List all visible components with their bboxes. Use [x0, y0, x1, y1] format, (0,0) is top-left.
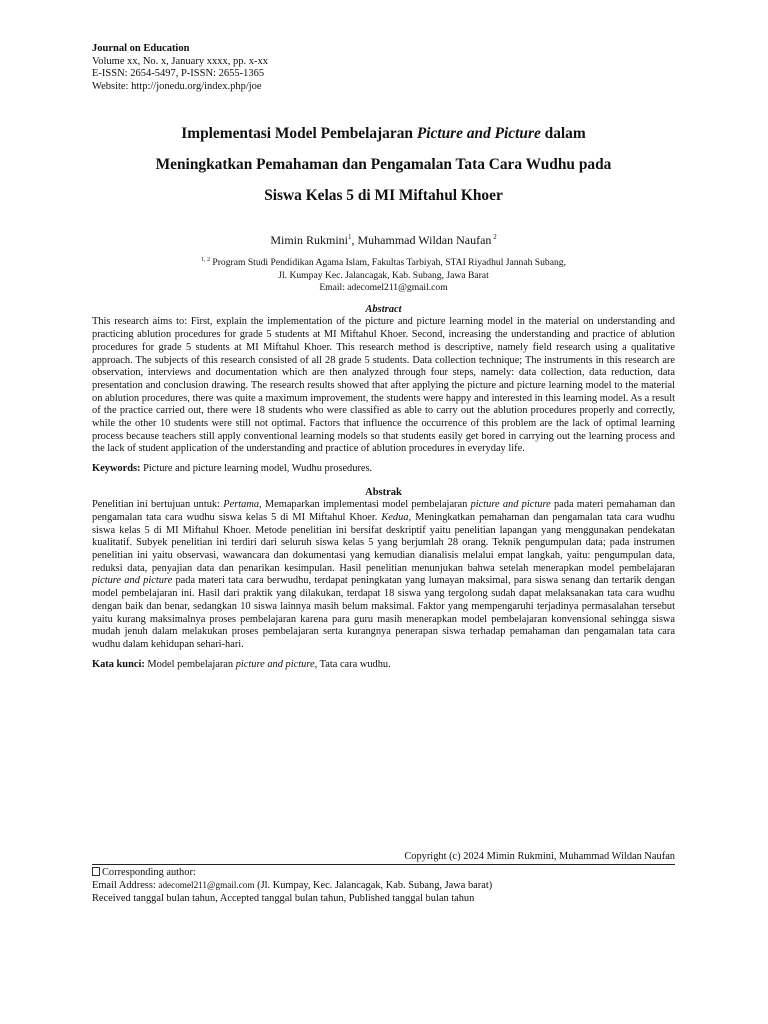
corresponding-address: (Jl. Kumpay, Kec. Jalancagak, Kab. Subang, Jawa barat) — [254, 880, 493, 892]
abstrak-i4: picture and picture — [92, 575, 173, 587]
keywords — [92, 462, 675, 475]
keywords-label: Keywords: — [92, 463, 141, 475]
abstrak-s4: Meningkatkan pemahaman dan pengamalan tata cara wudhu siswa kelas 5 di MI Miftahul Khoer. Metode penelitian ini bersifat deskriptif yaitu penelitian lapangan yang menggunakan pendekatan kualitatif. Subyek penelitian ini terdiri dari seluruh siswa kelas 5 yang berjumlah 28 orang. Teknik pengumpulan data; pada instrumen penelitian ini yaitu observasi, wawancara dan dokumentasi yang kemudian dianalisis melalui empat langkah, yaitu: pengumpulan data, reduksi data, penyajian data dan penarikan kesimpulan. Hasil penelitian menunjukan bahwa setelah menerapkan model pembelajaran — [92, 511, 675, 574]
abstrak-heading: Abstrak — [365, 487, 402, 499]
abstrak-i2: picture and picture — [470, 499, 551, 511]
abstrak-i3: Kedua, — [381, 511, 412, 523]
author-separator: , — [351, 233, 358, 248]
abstrak-text — [92, 499, 675, 651]
abstract-heading: Abstract — [365, 304, 402, 316]
journal-header — [92, 43, 675, 93]
author-1: Mimin Rukmini — [270, 233, 348, 248]
title-part1: Implementasi Model Pembelajaran — [181, 125, 417, 143]
received-dates: Received tanggal bulan tahun, Accepted tanggal bulan tahun, Published tanggal bulan tahun — [92, 893, 475, 905]
affiliation — [92, 254, 675, 294]
abstrak-s5: pada materi tata cara berwudhu, terdapat peningkatan yang lumayan maksimal, para siswa senang dan tertarik dengan model pembelajaran ini. Hasil dari praktik yang dilakukan, terdapat 18 siswa yang tergolong sudah dapat melaksanakan tata cara wudhu dengan baik dan benar, sedangkan 10 siswa lainnya masih belum maksimal. Faktor yang mempengaruhi terjadinya permasalahan tersebut yaitu kurang maksimalnya proses pembelajaran karena para guru masih menerapkan model pembelajaran konvensional sehingga siswa mudah jenuh dalam melakukan proses pembelajaran serta kurangnya penerapan siswa terhadap pemahaman dan pengamalan tata cara wudhu dalam kehidupan sehari-hari. — [92, 575, 675, 650]
affiliation-line1: Program Studi Pendidikan Agama Islam, Fakultas Tarbiyah, STAI Riyadhul Jannah Subang, — [210, 257, 566, 269]
abstrak-s2: Memaparkan implementasi model pembelajaran — [261, 499, 471, 511]
page-content — [92, 43, 675, 671]
abstrak-s3: pada materi pemahaman dan pengamalan tata cara wudhu siswa kelas 5 di MI Miftahul Khoer. — [92, 499, 676, 523]
corresponding-email[interactable]: adecomel211@gmail.com — [158, 880, 255, 891]
affiliation-email[interactable]: Email: adecomel211@gmail.com — [319, 282, 448, 294]
affiliation-line2: Jl. Kumpay Kec. Jalancagak, Kab. Subang, Jawa Barat — [278, 269, 489, 281]
email-label: Email Address: — [92, 880, 159, 892]
footer — [92, 866, 675, 906]
footer-divider — [92, 864, 675, 865]
kata-kunci-s2: Tata cara wudhu. — [317, 658, 391, 670]
corresponding-label: Corresponding author: — [102, 867, 196, 878]
keywords-text: Picture and picture learning model, Wudhu prosedures. — [140, 463, 373, 475]
kata-kunci — [92, 658, 675, 671]
kata-kunci-i1: picture and picture, — [235, 658, 318, 670]
title-part2: dalam — [540, 125, 586, 143]
kata-kunci-label: Kata kunci: — [92, 658, 145, 670]
paper-title — [92, 118, 675, 211]
title-line2: Meningkatkan Pemahaman dan Pengamalan Tata Cara Wudhu pada — [155, 156, 612, 174]
affiliation-sup: 1, 2 — [201, 257, 210, 264]
journal-website[interactable]: Website: http://jonedu.org/index.php/joe — [92, 80, 262, 92]
journal-name: Journal on Education — [92, 43, 190, 54]
journal-volume: Volume xx, No. x, January xxxx, pp. x-xx — [92, 55, 268, 67]
author-2-sup: 2 — [491, 233, 497, 242]
copyright: Copyright (c) 2024 Mimin Rukmini, Muhammad Wildan Naufan — [404, 851, 675, 862]
title-line3: Siswa Kelas 5 di MI Miftahul Khoer — [264, 187, 503, 205]
missing-glyph-icon — [92, 867, 100, 876]
abstract-text: This research aims to: First, explain the implementation of the picture and picture learning model in the material on understanding and practicing ablution procedures for grade 5 students at MI Miftahul Khoer. Second, increasing the understanding and practice of ablution procedures for grade 5 students at MI Miftahul Khoer. This research method is descriptive, namely field research using a qualitative approach. The subjects of this research consisted of all 28 grade 5 students. Data collection technique; The instruments in this research are observation, interviews and documentation which are then analyzed through four steps, namely: data collection, data reduction, data presentation and conclusion drawing. The research results showed that after applying the picture and picture learning model to the material on ablution procedures, there was quite a maximum improvement, the students were happy and interested in this learning model. As a result of the practice carried out, there were 18 students who were classified as able to carry out the ablution procedures properly and correctly, while the other 10 students were still not optimal. Factors that influence the occurrence of this problem are the lack of optimal learning process because teachers still apply conventional learning models so that students easily get bored in carrying out the learning process and the lack of student application of the understanding and practice of ablution procedures in everyday life. — [92, 316, 675, 455]
kata-kunci-s1: Model pembelajaran — [144, 658, 236, 670]
abstrak-i1: Pertama, — [223, 499, 262, 511]
abstrak-s1: Penelitian ini bertujuan untuk: — [92, 499, 224, 511]
title-italic: Picture and Picture — [416, 125, 541, 143]
author-2: Muhammad Wildan Naufan — [357, 233, 492, 248]
author-list — [92, 230, 675, 247]
author-1-sup: 1 — [348, 233, 352, 242]
journal-issn: E-ISSN: 2654-5497, P-ISSN: 2655-1365 — [92, 68, 265, 80]
